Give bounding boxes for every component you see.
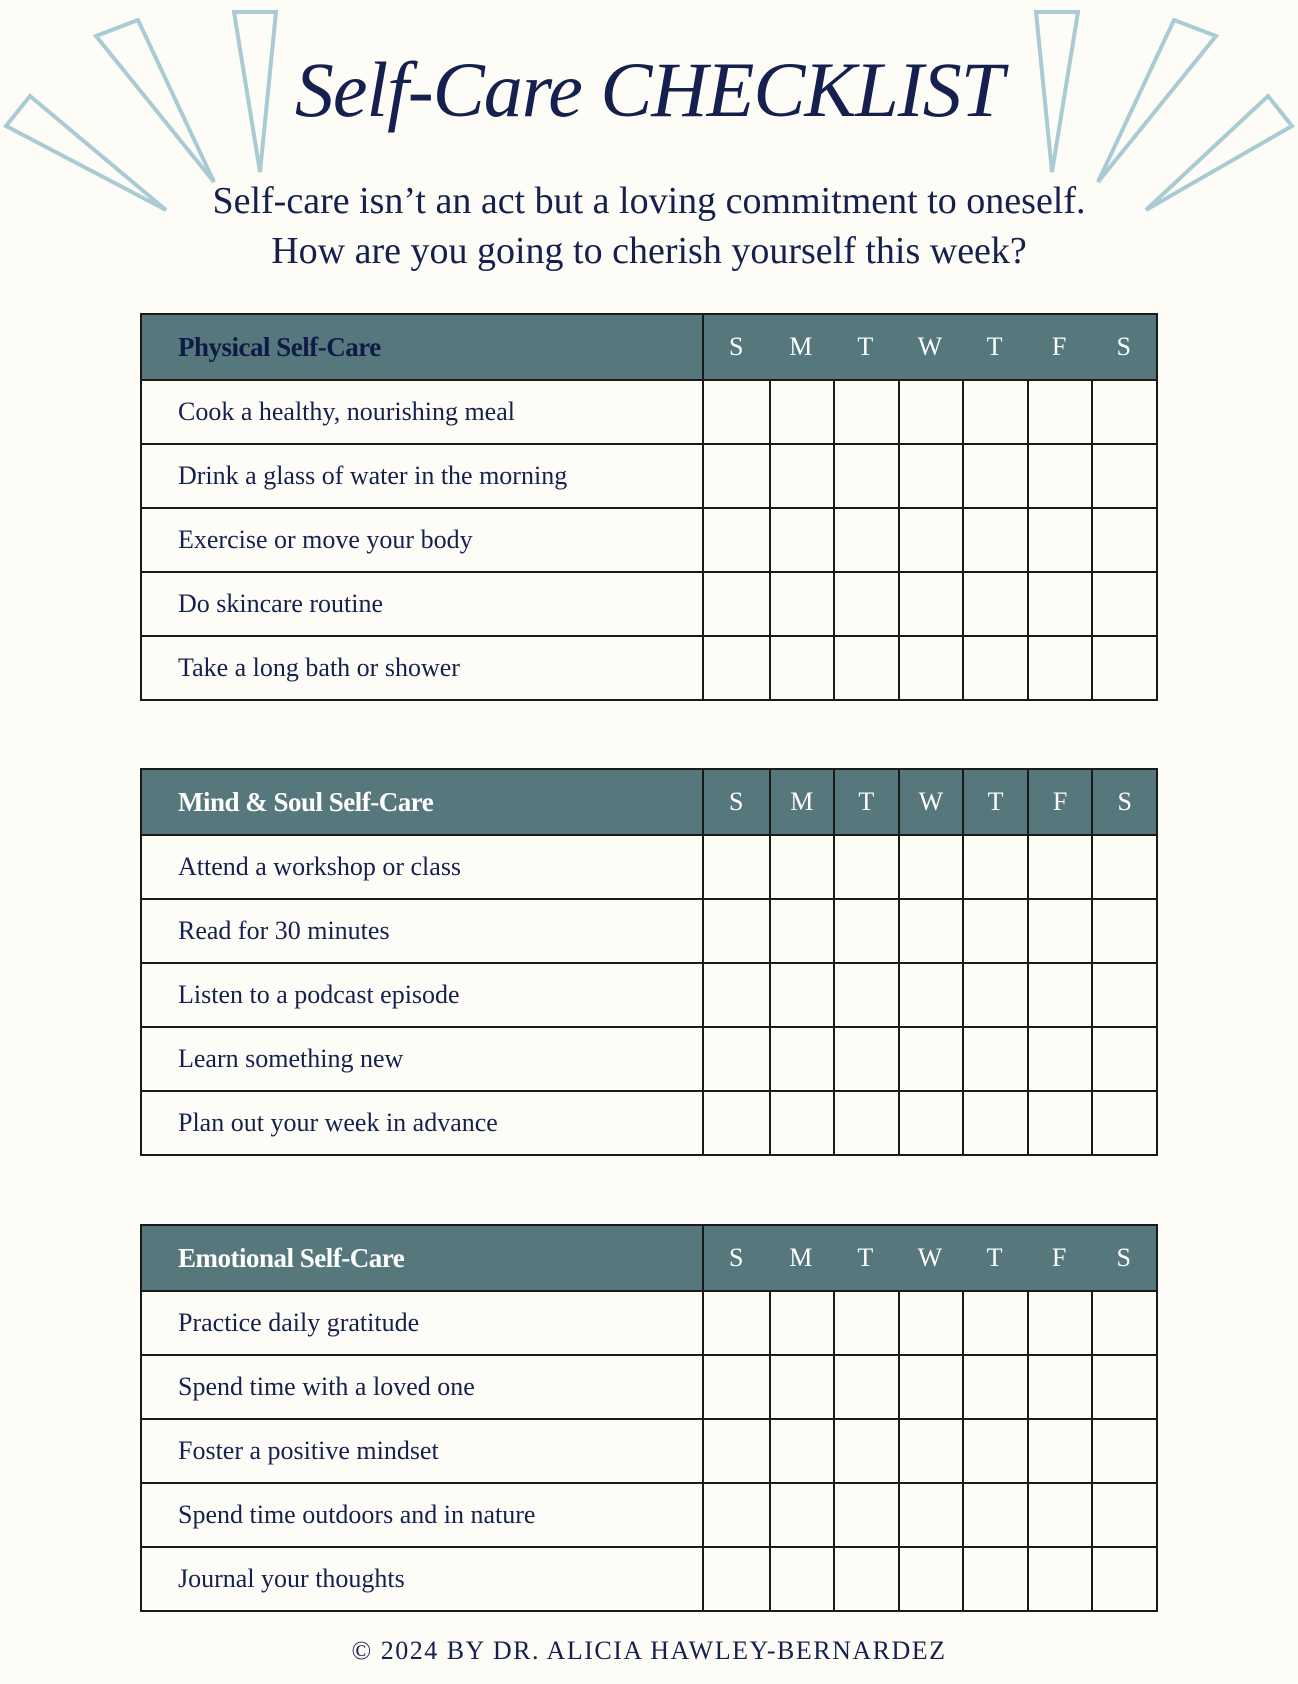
check-box-fri[interactable] [1027, 1484, 1092, 1546]
check-box-wed[interactable] [898, 573, 963, 635]
check-box-tue[interactable] [833, 1548, 898, 1610]
check-box-sat[interactable] [1091, 1028, 1156, 1090]
check-box-tue[interactable] [833, 1292, 898, 1354]
check-box-mon[interactable] [769, 836, 834, 898]
check-box-thu[interactable] [962, 1028, 1027, 1090]
check-box-tue[interactable] [833, 836, 898, 898]
check-box-sun[interactable] [704, 573, 769, 635]
check-box-thu[interactable] [962, 964, 1027, 1026]
check-box-thu[interactable] [962, 1292, 1027, 1354]
table-row [142, 1290, 1156, 1354]
check-box-mon[interactable] [769, 445, 834, 507]
emotional-self-care-table [140, 1224, 1158, 1612]
day-header-mon: M [769, 770, 834, 834]
table-row [142, 635, 1156, 699]
check-box-fri[interactable] [1027, 1356, 1092, 1418]
check-box-sun[interactable] [704, 900, 769, 962]
day-header-fri: F [1027, 770, 1092, 834]
check-box-sun[interactable] [704, 1028, 769, 1090]
task-label: Practice daily gratitude [142, 1292, 704, 1354]
check-box-wed[interactable] [898, 900, 963, 962]
check-box-tue[interactable] [833, 381, 898, 443]
table-header-row [142, 770, 1156, 834]
day-header-sat: S [1116, 1243, 1131, 1272]
task-label: Cook a healthy, nourishing meal [142, 381, 704, 443]
check-box-sat[interactable] [1091, 836, 1156, 898]
check-box-thu[interactable] [962, 1420, 1027, 1482]
check-box-sun[interactable] [704, 637, 769, 699]
day-header-thu: T [962, 770, 1027, 834]
check-box-tue[interactable] [833, 1484, 898, 1546]
check-box-mon[interactable] [769, 964, 834, 1026]
check-box-thu[interactable] [962, 509, 1027, 571]
check-box-fri[interactable] [1027, 836, 1092, 898]
check-box-tue[interactable] [833, 964, 898, 1026]
check-box-fri[interactable] [1027, 445, 1092, 507]
table-row [142, 1482, 1156, 1546]
check-box-sat[interactable] [1091, 509, 1156, 571]
check-box-wed[interactable] [898, 1420, 963, 1482]
table-row [142, 507, 1156, 571]
check-box-wed[interactable] [898, 1092, 963, 1154]
day-header-thu: T [986, 332, 1003, 361]
table-row [142, 379, 1156, 443]
check-box-fri[interactable] [1027, 1420, 1092, 1482]
check-box-wed[interactable] [898, 1548, 963, 1610]
day-header-sat: S [1116, 332, 1131, 361]
check-box-wed[interactable] [898, 637, 963, 699]
page-title: Self-Care CHECKLIST [294, 46, 1004, 133]
mind-soul-self-care-table [140, 768, 1158, 1156]
check-box-tue[interactable] [833, 900, 898, 962]
check-box-sat[interactable] [1091, 1548, 1156, 1610]
task-label: Take a long bath or shower [142, 637, 704, 699]
table-row [142, 1546, 1156, 1610]
check-box-fri[interactable] [1027, 1028, 1092, 1090]
check-box-mon[interactable] [769, 1092, 834, 1154]
table-row [142, 962, 1156, 1026]
check-box-mon[interactable] [769, 1356, 834, 1418]
check-box-thu[interactable] [962, 1484, 1027, 1546]
check-box-tue[interactable] [833, 1356, 898, 1418]
day-header-wed: W [917, 1243, 943, 1272]
check-box-thu[interactable] [962, 445, 1027, 507]
check-box-sun[interactable] [704, 1420, 769, 1482]
table-row [142, 834, 1156, 898]
task-label: Drink a glass of water in the morning [142, 445, 704, 507]
task-label: Listen to a podcast episode [142, 964, 704, 1026]
copyright-footer: © 2024 BY DR. ALICIA HAWLEY-BERNARDEZ [351, 1636, 947, 1665]
check-box-fri[interactable] [1027, 573, 1092, 635]
check-box-sat[interactable] [1091, 964, 1156, 1026]
check-box-sat[interactable] [1091, 1420, 1156, 1482]
check-box-sat[interactable] [1091, 1092, 1156, 1154]
table-row [142, 1418, 1156, 1482]
check-box-thu[interactable] [962, 1092, 1027, 1154]
check-box-sat[interactable] [1091, 637, 1156, 699]
table-row [142, 1026, 1156, 1090]
task-label: Learn something new [142, 1028, 704, 1090]
day-header-fri: F [1051, 1243, 1067, 1272]
check-box-wed[interactable] [898, 1356, 963, 1418]
check-box-wed[interactable] [898, 1484, 963, 1546]
check-box-thu[interactable] [962, 1356, 1027, 1418]
check-box-sun[interactable] [704, 1548, 769, 1610]
check-box-sat[interactable] [1091, 1356, 1156, 1418]
check-box-thu[interactable] [962, 637, 1027, 699]
check-box-sun[interactable] [704, 381, 769, 443]
check-box-thu[interactable] [962, 1548, 1027, 1610]
table-header-row [142, 315, 1156, 379]
check-box-tue[interactable] [833, 1092, 898, 1154]
check-box-mon[interactable] [769, 509, 834, 571]
check-box-fri[interactable] [1027, 964, 1092, 1026]
check-box-tue[interactable] [833, 573, 898, 635]
check-box-tue[interactable] [833, 1420, 898, 1482]
check-box-wed[interactable] [898, 836, 963, 898]
task-label: Spend time outdoors and in nature [142, 1484, 704, 1546]
task-label: Do skincare routine [142, 573, 704, 635]
check-box-mon[interactable] [769, 900, 834, 962]
physical-self-care-table [140, 313, 1158, 701]
check-box-tue[interactable] [833, 637, 898, 699]
task-label: Plan out your week in advance [142, 1092, 704, 1154]
check-box-mon[interactable] [769, 637, 834, 699]
check-box-sun[interactable] [704, 445, 769, 507]
check-box-sat[interactable] [1091, 900, 1156, 962]
table-row [142, 1354, 1156, 1418]
check-box-sun[interactable] [704, 1484, 769, 1546]
check-box-tue[interactable] [833, 509, 898, 571]
check-box-thu[interactable] [962, 381, 1027, 443]
check-box-sat[interactable] [1091, 1484, 1156, 1546]
subtitle-line-1: Self-care isn’t an act but a loving commitment to oneself. [212, 180, 1086, 222]
check-box-thu[interactable] [962, 836, 1027, 898]
check-box-wed[interactable] [898, 381, 963, 443]
check-box-fri[interactable] [1027, 509, 1092, 571]
check-box-tue[interactable] [833, 445, 898, 507]
check-box-fri[interactable] [1027, 1548, 1092, 1610]
day-header-mon: M [789, 1243, 813, 1272]
table-row [142, 898, 1156, 962]
day-header-sat: S [1091, 770, 1156, 834]
check-box-mon[interactable] [769, 1484, 834, 1546]
check-box-mon[interactable] [769, 381, 834, 443]
day-header-sun: S [728, 332, 744, 361]
table-header-row [142, 1226, 1156, 1290]
check-box-wed[interactable] [898, 964, 963, 1026]
check-box-fri[interactable] [1027, 1092, 1092, 1154]
check-box-wed[interactable] [898, 1028, 963, 1090]
check-box-thu[interactable] [962, 573, 1027, 635]
check-box-fri[interactable] [1027, 900, 1092, 962]
day-header-fri: F [1051, 332, 1067, 361]
check-box-wed[interactable] [898, 445, 963, 507]
check-box-sat[interactable] [1091, 1292, 1156, 1354]
task-label: Spend time with a loved one [142, 1356, 704, 1418]
check-box-fri[interactable] [1027, 381, 1092, 443]
task-label: Exercise or move your body [142, 509, 704, 571]
day-header-sun: S [728, 1243, 744, 1272]
day-header-wed: W [898, 770, 963, 834]
task-label: Journal your thoughts [142, 1548, 704, 1610]
day-header-tue: T [857, 332, 874, 361]
day-header-wed: W [917, 332, 943, 361]
check-box-sat[interactable] [1091, 381, 1156, 443]
task-label: Read for 30 minutes [142, 900, 704, 962]
table-row [142, 443, 1156, 507]
check-box-sun[interactable] [704, 509, 769, 571]
check-box-fri[interactable] [1027, 637, 1092, 699]
check-box-sat[interactable] [1091, 573, 1156, 635]
check-box-mon[interactable] [769, 1548, 834, 1610]
check-box-mon[interactable] [769, 1028, 834, 1090]
check-box-mon[interactable] [769, 573, 834, 635]
task-label: Foster a positive mindset [142, 1420, 704, 1482]
check-box-wed[interactable] [898, 509, 963, 571]
table-row [142, 571, 1156, 635]
check-box-sun[interactable] [704, 1292, 769, 1354]
task-label: Attend a workshop or class [142, 836, 704, 898]
subtitle-line-2: How are you going to cherish yourself this week? [271, 230, 1027, 272]
check-box-sun[interactable] [704, 1092, 769, 1154]
day-header-mon: M [789, 332, 813, 361]
check-box-thu[interactable] [962, 900, 1027, 962]
check-box-sat[interactable] [1091, 445, 1156, 507]
section-title: Mind & Soul Self-Care [142, 770, 704, 834]
check-box-tue[interactable] [833, 1028, 898, 1090]
check-box-sun[interactable] [704, 836, 769, 898]
section-title: Emotional Self-Care [142, 1226, 704, 1290]
check-box-mon[interactable] [769, 1420, 834, 1482]
day-header-tue: T [857, 1243, 874, 1272]
check-box-fri[interactable] [1027, 1292, 1092, 1354]
check-box-mon[interactable] [769, 1292, 834, 1354]
day-header-thu: T [986, 1243, 1003, 1272]
check-box-wed[interactable] [898, 1292, 963, 1354]
table-row [142, 1090, 1156, 1154]
day-header-sun: S [728, 787, 744, 816]
check-box-sun[interactable] [704, 1356, 769, 1418]
section-title: Physical Self-Care [142, 315, 704, 379]
day-header-tue: T [833, 770, 898, 834]
check-box-sun[interactable] [704, 964, 769, 1026]
